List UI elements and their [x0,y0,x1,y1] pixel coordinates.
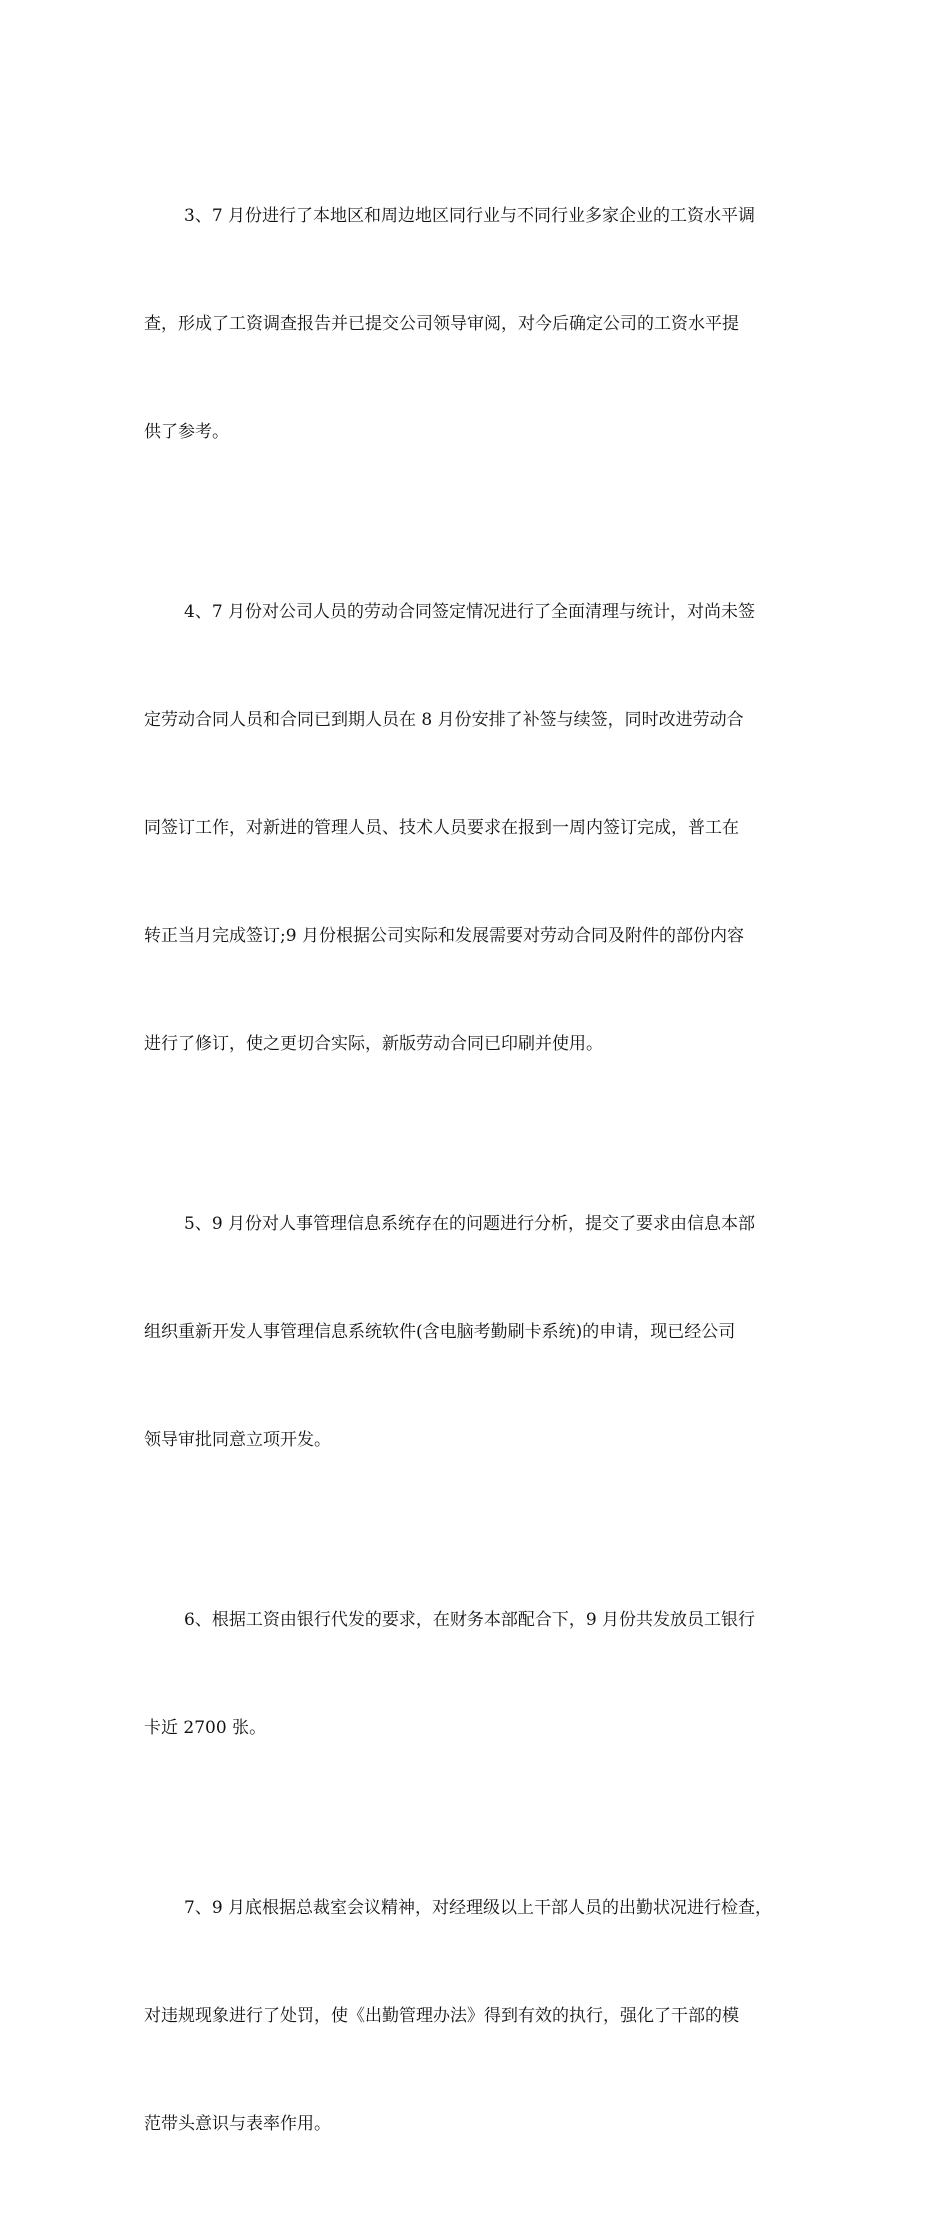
paragraph-4 [144,522,806,1134]
paragraph-line: 查，形成了工资调查报告并已提交公司领导审阅，对今后确定公司的工资水平提 [144,314,739,334]
paragraph-line: 6、根据工资由银行代发的要求，在财务本部配合下，9 月份共发放员工银行 [184,1610,756,1630]
paragraph-line: 卡近 2700 张。 [144,1718,267,1738]
paragraph-7 [144,1818,806,2214]
paragraph-line: 定劳动合同人员和合同已到期人员在 8 月份安排了补签与续签，同时改进劳动合 [144,710,744,730]
document-body [144,126,806,2214]
paragraph-line: 供了参考。 [144,422,229,442]
paragraph-line: 7、9 月底根据总裁室会议精神，对经理级以上干部人员的出勤状况进行检查， [184,1898,773,1918]
paragraph-line: 转正当月完成签订;9 月份根据公司实际和发展需要对劳动合同及附件的部份内容 [144,926,744,946]
paragraph-line: 领导审批同意立项开发。 [144,1430,331,1450]
paragraph-line: 对违规现象进行了处罚，使《出勤管理办法》得到有效的执行，强化了干部的模 [144,2006,739,2026]
paragraph-line: 进行了修订，使之更切合实际，新版劳动合同已印刷并使用。 [144,1034,603,1054]
paragraph-line: 范带头意识与表率作用。 [144,2114,331,2134]
paragraph-5 [144,1134,806,1530]
paragraph-line: 5、9 月份对人事管理信息系统存在的问题进行分析，提交了要求由信息本部 [184,1214,756,1234]
paragraph-3 [144,126,806,522]
paragraph-line: 4、7 月份对公司人员的劳动合同签定情况进行了全面清理与统计，对尚未签 [184,602,756,622]
paragraph-6 [144,1530,806,1818]
paragraph-line: 3、7 月份进行了本地区和周边地区同行业与不同行业多家企业的工资水平调 [184,206,756,226]
paragraph-line: 组织重新开发人事管理信息系统软件(含电脑考勤刷卡系统)的申请，现已经公司 [144,1322,736,1342]
paragraph-line: 同签订工作，对新进的管理人员、技术人员要求在报到一周内签订完成，普工在 [144,818,739,838]
